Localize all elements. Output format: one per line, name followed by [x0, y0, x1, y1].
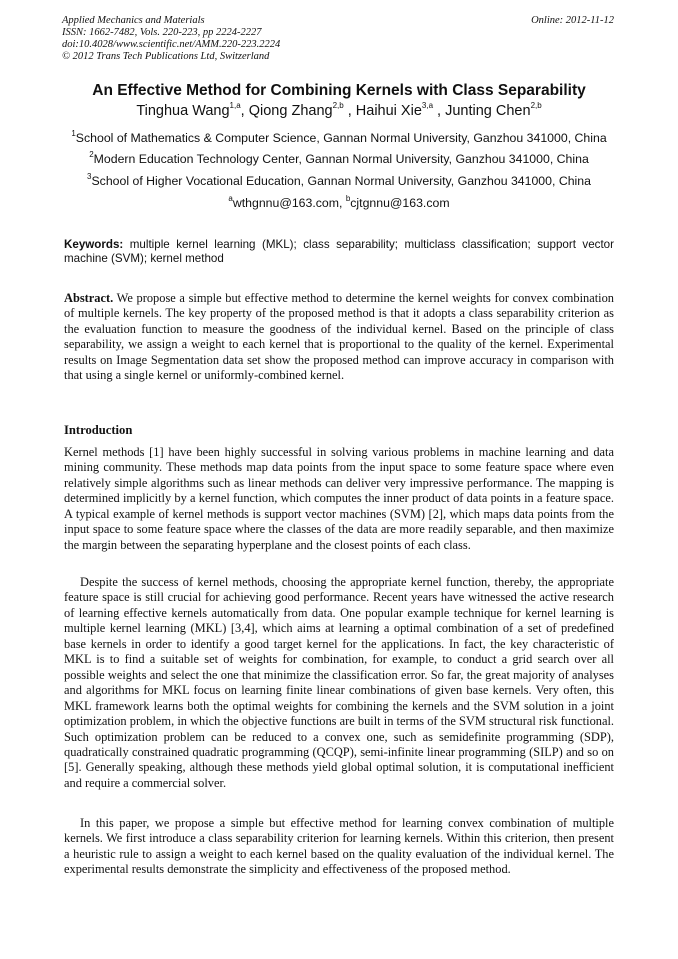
intro-paragraph-2: Despite the success of kernel methods, choosing the appropriate kernel function, thereby, the appropriate feature space is still crucial for achieving good performance. Recent years have witnessed the active research of learning effective kernels automatically from data. One popular example technique for kernel learning is multiple kernel learning (MKL) [3,4], which aims at learning a optimal combination of a set of predefined base kernels in order to identify a good target kernel for the applications. In fact, the key characteristic of MKL is to find a suitable set of weights for combination, for example, to conduct a grid search over all possible weights and select the one that minimize the classification error. So far, the great majority of analyses and algorithms for MKL focus on learning finite linear combinations of given base kernels. Very often, this MKL framework learns both the optimal weights for combining the kernels and the SVM solution in a joint optimization problem, in which the objective functions are built in terms of the SVM structural risk functional. Such optimization problem can be reduced to a convex one, such as semidefinite programming (SDP), quadratically constrained quadratic programming (QCQP), semi-infinite linear programming (SILP) and so on [5]. Generally speaking, although these methods yield global optimal solution, it is computational inefficient and require a commercial solver. — [64, 575, 614, 790]
abstract-text: We propose a simple but effective method to determine the kernel weights for convex combination of multiple kernels. The key property of the proposed method is that it adopts a class separability criterion as the evaluation function to measure the goodness of the individual kernel. Based on the principle of class separability, we assign a weight to each kernel that is proportional to the quality of the kernel. Experimental results on Image Segmentation data set show the proposed method can improve accuracy in comparison with that using a single kernel or uniformly-combined kernel. — [64, 291, 615, 383]
abstract-section — [64, 291, 614, 384]
journal-header — [62, 15, 614, 63]
author-name: Junting Chen — [445, 103, 531, 119]
affiliation-sup: 2 — [89, 149, 94, 159]
affiliation-sup: 3 — [87, 171, 92, 181]
author-name: Haihui Xie — [355, 103, 422, 119]
affiliation-text: Modern Education Technology Center, Gannan Normal University, Ganzhou 341000, China — [93, 152, 589, 166]
author-name: Tinghua Wang — [136, 103, 230, 119]
keywords-section — [64, 238, 614, 266]
affiliation-3 — [0, 171, 678, 188]
journal-name: Applied Mechanics and Materials — [62, 15, 205, 26]
abstract-label: Abstract. — [64, 291, 114, 305]
intro-paragraph-3: In this paper, we propose a simple but effective method for learning convex combination of multiple kernels. We first introduce a class separability criterion for learning kernels. Within this criterion, then present a heuristic rule to assign a weight to each kernel based on the quality evaluation of the individual kernel. The experimental results demonstrate the simplicity and effectiveness of the proposed method. — [64, 816, 614, 877]
copyright-line: © 2012 Trans Tech Publications Ltd, Switzerland — [62, 51, 270, 62]
affiliation-text: School of Mathematics & Computer Science, Gannan Normal University, Ganzhou 341000, China — [75, 131, 607, 145]
keywords-label: Keywords: — [64, 238, 124, 251]
affiliation-text: School of Higher Vocational Education, Gannan Normal University, Ganzhou 341000, China — [91, 174, 591, 188]
author-sup: 2,b — [332, 101, 344, 111]
paper-title: An Effective Method for Combining Kernels with Class Separability — [92, 82, 586, 99]
author-sup: 2,b — [530, 101, 542, 111]
email-sup: b — [345, 193, 351, 203]
email-a[interactable]: wthgnnu@163.com, — [232, 196, 343, 210]
online-date: Online: 2012-11-12 — [531, 15, 614, 26]
author-sup: 3,a — [421, 101, 434, 111]
intro-paragraph-1: Kernel methods [1] have been highly successful in solving various problems in machine learning and data mining community. These methods map data points from the input space to some feature space where even relatively simple algorithms such as linear methods can deliver very impressive performance. The mapping is determined implicitly by a kernel function, which computes the inner product of data points in a feature space. A typical example of kernel methods is support vector machines (SVM) [2], which maps data points from the input space to some feature space where the classes of the data are more readily separable, and then maximize the margin between the separating hyperplane and the closest points of each class. — [64, 445, 614, 552]
doi-line: doi:10.4028/www.scientific.net/AMM.220-223.2224 — [62, 39, 281, 50]
author-list: Tinghua Wang$^{1,a}$, Qiong Zhang$^{2,b}$ , Haihui Xie$^{3,a}$ , Junting Chen$^{2,b}$ — [136, 101, 542, 119]
section-heading-introduction: Introduction — [64, 423, 133, 437]
affiliation-sup: 1 — [71, 128, 76, 138]
author-emails — [0, 193, 678, 210]
author-name: Qiong Zhang — [248, 103, 333, 119]
email-sup: a — [228, 193, 233, 203]
author-sup: 1,a — [229, 101, 241, 111]
keywords-text: multiple kernel learning (MKL); class separability; multiclass classification; support vector machine (SVM); kernel method — [64, 238, 614, 265]
affiliation-1 — [0, 128, 678, 145]
affiliation-2 — [0, 149, 678, 166]
email-b[interactable]: cjtgnnu@163.com — [350, 196, 450, 210]
issn-line: ISSN: 1662-7482, Vols. 220-223, pp 2224-2227 — [62, 27, 262, 38]
